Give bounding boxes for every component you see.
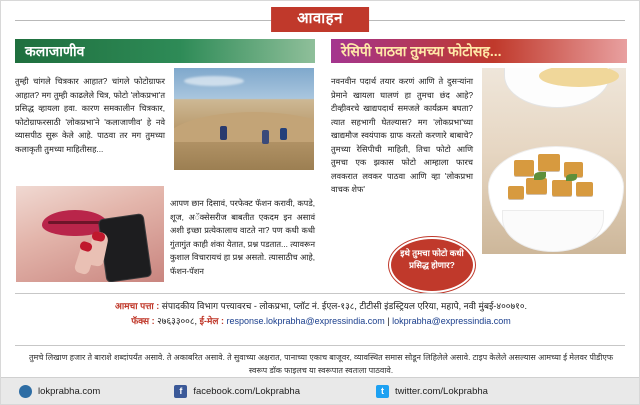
food-cube — [508, 186, 524, 199]
cloud-shape — [184, 76, 244, 86]
facebook-icon: f — [174, 385, 187, 398]
address-line-1 — [15, 299, 627, 314]
person-figure — [262, 130, 269, 144]
kalajaniv-paragraph-1: तुम्ही चांगले चित्रकार आहात? चांगले फोटोग्राफर आहात? मग तुम्ही काढलेले चित्र, फोटो 'लोकप्रभा'त प्रसिद्ध व्हायला हवा. कारण समकालीन चित्रकार, फोटोग्राफरसाठी 'लोकप्रभा'ने 'कलाजाणीव' हे नवे व्यासपीठ सुरू केले आहे. पाठवा तर मग तुमच्या कलाकृती तुमच्या माहितीसह... — [15, 77, 165, 154]
top-banner — [1, 7, 639, 33]
photo-callout-badge: इथे तुमचा फोटो कधी प्रसिद्ध होणार? — [389, 237, 475, 293]
address-label: आमचा पत्ता : — [114, 301, 160, 311]
dune-shape — [173, 112, 315, 142]
soup-shape — [539, 67, 619, 87]
paneer-dish-photo — [481, 67, 627, 255]
food-cube — [526, 178, 547, 194]
herb-garnish — [566, 174, 577, 181]
address-rule-bottom — [15, 345, 625, 346]
person-figure — [220, 126, 227, 140]
email-label: ई-मेल : — [199, 316, 224, 326]
section-header-recipe — [331, 39, 627, 63]
recipe-paragraph-1: नवनवीन पदार्थ तयार करणं आणि ते दुसऱ्यांना प्रेमाने खायला घालणं हा तुमचा छंद आहे? टीव्हीवरचे खाद्यपदार्थ समजले कार्यक्रम बघता? त्यात सहभागी घेतल्यास? मग 'लोकप्रभा'च्या खाद्यमौज स्वयंपाक ग्राफ करतो करणारे बाबाचे? तुमच्या रेसिपीची माहिती, तिचा फोटो आणि तुमचा एक झकास फोटो आम्हाला फारच लवकरात लवकर पाठवा आणि व्हा 'लोकप्रभा वाचक शेफ' — [331, 77, 473, 195]
left-column — [15, 67, 315, 285]
bowl-rim-shape — [502, 210, 604, 252]
food-cube — [552, 180, 572, 196]
twitter-icon: t — [376, 385, 389, 398]
email-link-secondary[interactable]: lokprabha@expressindia.com — [392, 316, 511, 326]
food-cube — [576, 182, 593, 196]
desert-landscape-photo — [173, 67, 315, 171]
footer-website-label: lokprabha.com — [38, 385, 101, 397]
submission-note: तुमचे लिखाण हजार ते बाराशे शब्दांपर्यंत असावे. ते अकाबरित असावे. ते सुवाच्या अक्षरात, पानाच्या एकाच बाजूवर, व्यावस्थित समास सोडून लिहिलेले असावे. टाइप केलेले असल्यास आमच्या ई मेलवर पीडीएफ स्वरूप डॉक फाइलच या स्वरूपात स्वतःला पाठवावे. — [29, 353, 613, 375]
fax-label: फॅक्स : — [131, 316, 155, 326]
footer-twitter-label: twitter.com/Lokprabha — [395, 385, 488, 397]
section-header-kalajaniv-label: कलाजाणीव — [25, 43, 85, 59]
herb-garnish — [534, 172, 546, 180]
section-header-recipe-label: रेसिपी पाठवा तुमच्या फोटोसह... — [341, 43, 502, 59]
footer-twitter[interactable] — [376, 385, 488, 398]
kalajaniv-paragraph-2: आपण छान दिसावं, परफेक्ट फॅशन करावी, कपडे, शूज, अॅक्सेसरीज बाबतीत एकदम इन असावं अशी इच्छा प्रत्येकालाच वाटते ना? पण कधी कधी गुंतागुंत काही शंका येतात, प्रश्न पडतात... त्यावरून कुशाल विचारायचं हा प्रश्न असतो. त्यासाठीच आहे, फॅशन-पॅशन — [170, 199, 315, 276]
right-column — [331, 67, 627, 285]
fax-value: २७६३३००८, — [157, 316, 198, 326]
footer-bar — [1, 377, 639, 404]
email-link-primary[interactable]: response.lokprabha@expressindia.com — [226, 316, 385, 326]
footer-website[interactable] — [19, 385, 100, 398]
address-line-2 — [15, 314, 627, 329]
email-separator: | — [387, 316, 390, 326]
globe-icon — [19, 385, 32, 398]
person-figure — [280, 128, 287, 140]
footer-facebook[interactable] — [174, 385, 300, 398]
food-cube — [538, 154, 560, 171]
address-rule-top — [15, 293, 625, 294]
address-value: संपादकीय विभाग पत्त्यावरच - लोकप्रभा, प्लॉट नं. ईएल-१३८, टीटीसी इंडस्ट्रियल एरिया, महापे, नवी मुंबई-४००७१०. — [161, 301, 528, 311]
recipe-paragraph-wrap — [331, 67, 473, 205]
page-title: आवाहन — [271, 7, 369, 32]
nail-art-photo — [15, 185, 165, 283]
bowl-shape — [504, 67, 610, 108]
address-block — [15, 299, 627, 329]
food-cube — [514, 160, 534, 176]
kalajaniv-paragraph-1-wrap — [15, 67, 165, 164]
section-header-kalajaniv — [15, 39, 315, 63]
footer-facebook-label: facebook.com/Lokprabha — [193, 385, 300, 397]
